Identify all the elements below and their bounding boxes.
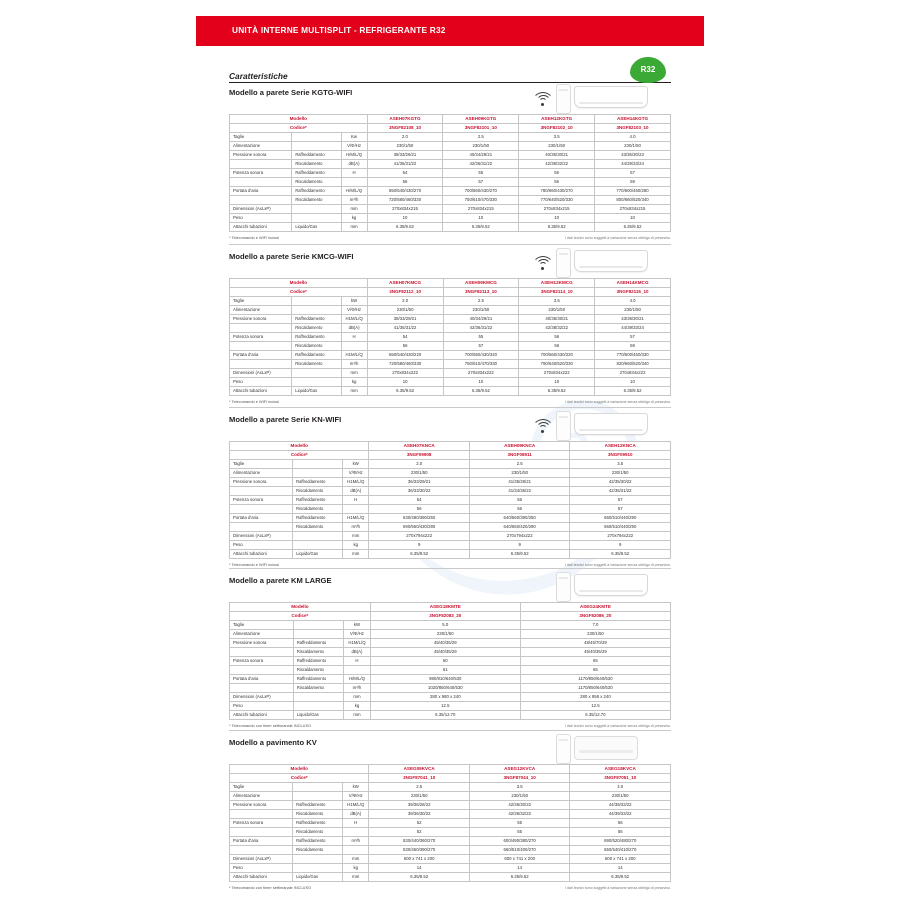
table-row: Riscaldamento 56 57 56 59 [230, 178, 671, 187]
page-title: UNITÀ INTERNE MULTISPLIT - REFRIGERANTE R32 [232, 25, 446, 35]
disclaimer-note: I dati tecnici sono soggetti a variazione senza obbligo di preavviso. [564, 400, 671, 404]
table-row: Riscaldamento dB(A) 45/40/35/29 45/40/35/29 [230, 648, 671, 657]
spec-table: Modello ASEH07KNCA ASEH09KNCA ASEH12KNCA Codice* 3NGF09908 3NGF08911 3NGF09910 Taglie kW 2.0 2.5 3.5 Alimentazione V/Φ/Hz 230/1/50 230/1/50 230/1/50 Pressione sonora Raffreddamento H1M/L/Q 36/33/29/21 41/35/28/21 42/35/30/22 Riscaldamento dB(A) 36/33/30/22 41/34/36/22 42/35/31/22 Potenza sonora Raffreddamento H 54 56 57 Riscaldamento 56 56 57 Portata d'aria Raffreddamento H1M/L/Q 630/490/390/250 640/560/390/250 660/510/440/290 Riscaldamento m³/h 690/560/430/290 640/650/420/290 660/510/440/290 Dimensioni (AxLxP) mm 270x794x222 270x794x222 270x794x222 Peso kg 9 9 9 Attacchi tubazioni Liquido/Gas mm 6.35/9.52 6.35/9.52 6.35/9.52 [229, 441, 671, 559]
table-row: Attacchi tubazioni Liquido/Gas mm 6.35/9.52 6.35/9.52 6.35/9.52 6.35/9.52 [230, 223, 671, 232]
section-title: Modello a pavimento KV [229, 738, 317, 747]
spec-table: Modello ASEH07KGTG ASEH09KGTG ASEH12KGTG ASEH14KGTG Codice* 3NGF82108_10 3NGF82101_10 3NGF82102_10 3NGF82103_10 Taglie Kw 2.0 2.5 3.5 4.0 Alimentazione V/Φ/Hz 230/1/50 230/1/50 230/1/50 230/1/50 Pressione sonora Raffreddamento H/M/L/Q 38/33/29/21 40/34/29/21 40/35/30/21 43/36/30/23 Riscaldamento dB(A) 41/35/31/22 42/36/31/22 42/38/32/22 44/39/33/24 Potenza sonora Raffreddamento H 54 55 56 57 Riscaldamento 56 57 56 59 Portata d'aria Raffreddamento H/M/L/Q 650/540/430/270 700/560/430/270 780/660/430/270 770/600/450/280 Riscaldamento m³/h 720/580/460/330 750/610/470/330 770/640/520/330 800/660/520/340 Dimensioni (AxLxP) mm 270x834x215 270x834x215 270x834x215 270x834x215 Peso kg 10 10 10 10 Attacchi tubazioni Liquido/Gas mm 6.35/9.52 6.35/9.52 6.35/9.52 6.35/9.52 [229, 114, 671, 232]
table-row: Pressione sonora Raffreddamento H1M/L/Q 38/33/29/21 40/34/29/21 40/35/30/21 43/36/30/21 [230, 315, 671, 324]
table-row: Attacchi tubazioni Liquido/Gas mm 6.35/9.52 6.35/9.52 6.35/9.52 [230, 550, 671, 559]
table-row: Portata d'aria Raffreddamento H1M/L/Q 630/490/390/250 640/560/390/250 660/510/440/290 [230, 514, 671, 523]
table-row: Potenza sonora Raffreddamento H 54 56 57 [230, 496, 671, 505]
table-row: Riscaldamento 52 55 56 [230, 828, 671, 837]
table-row: Riscaldamento 61 65 [230, 666, 671, 675]
wifi-icon [532, 417, 554, 433]
table-row: Portata d'aria Raffreddamento m³/h 530/440/360/270 600/490/380/270 690/520/480/270 [230, 837, 671, 846]
table-row: Taglie kW 2.5 3.5 4.0 [230, 783, 671, 792]
table-row: Peso kg 12.5 12.5 [230, 702, 671, 711]
remote-control-image [556, 572, 571, 602]
remote-control-image [556, 734, 571, 764]
page-header [196, 16, 704, 46]
section-footnote: * Telecomando con timer settimanale INCLUSO [229, 885, 312, 890]
table-row: Potenza sonora Raffreddamento H 54 55 56 57 [230, 169, 671, 178]
section-footnote: * Telecomando e WIFI inclusi [229, 399, 280, 404]
wifi-icon [532, 90, 554, 106]
table-row: Riscaldamento m³/h 720/580/460/330 750/610/470/330 790/640/520/330 820/660/520/340 [230, 360, 671, 369]
table-row: Riscaldamento m³/h 690/560/430/290 640/650/420/290 660/510/440/290 [230, 523, 671, 532]
table-row: Riscaldamento dB(A) 39/36/30/22 42/36/32/22 44/39/33/22 [230, 810, 671, 819]
table-row: Riscaldamento m³/h 1020/850/640/530 1170/850/640/530 [230, 684, 671, 693]
table-row: Taglie kW 2.0 2.5 3.5 [230, 460, 671, 469]
disclaimer-note: I dati tecnici sono soggetti a variazione senza obbligo di preavviso. [564, 236, 671, 240]
table-row: Potenza sonora Raffreddamento H 60 65 [230, 657, 671, 666]
table-row: Portata d'aria Raffreddamento H/M/L/Q 980/810/640/530 1170/850/640/530 [230, 675, 671, 684]
table-row: Potenza sonora Raffreddamento H 52 55 56 [230, 819, 671, 828]
table-row: Pressione sonora Raffreddamento H1M/L/Q 39/36/28/22 42/36/30/22 44/39/32/22 [230, 801, 671, 810]
table-row: Alimentazione V/Φ/Hz 230/1/50 230/1/50 230/1/50 230/1/50 [230, 306, 671, 315]
r32-badge [628, 57, 668, 83]
table-row: Riscaldamento 530/460/390/270 660/510/400/270 650/540/410/270 [230, 846, 671, 855]
table-row: Alimentazione V/Φ/Hz 230/1/50 230/1/50 230/1/50 230/1/50 [230, 142, 671, 151]
section-footnote: * Telecomando con timer settimanale INCLUSO [229, 723, 312, 728]
table-row: Riscaldamento dB(A) 41/35/31/22 42/36/31/22 42/38/32/22 44/39/33/24 [230, 160, 671, 169]
table-row: Taglie Kw 2.0 2.5 3.5 4.0 [230, 133, 671, 142]
table-row: Dimensioni (AxLxP) mm 600 x 741 x 200 600 x 741 x 200 600 x 741 x 200 [230, 855, 671, 864]
table-row: Alimentazione V/Φ/Hz 230/1/50 230/1/50 230/1/50 [230, 469, 671, 478]
table-row: Dimensioni (AxLxP) mm 270x794x222 270x794x222 270x794x222 [230, 532, 671, 541]
section-footnote: * Telecomando e WIFI inclusi [229, 562, 280, 567]
table-row: Attacchi tubazioni Liquido/Gas mm 6.35/9.52 6.35/9.52 6.35/9.52 6.35/9.52 [230, 387, 671, 396]
disclaimer-note: I dati tecnici sono soggetti a variazione senza obbligo di preavviso. [564, 724, 671, 728]
table-row: Potenza sonora Raffreddamento H 54 55 56 57 [230, 333, 671, 342]
remote-control-image [556, 84, 571, 114]
table-row: Riscaldamento dB(A) 36/33/30/22 41/34/36/22 42/35/31/22 [230, 487, 671, 496]
table-row: Riscaldamento m³/h 720/580/460/330 750/610/470/330 770/640/520/330 800/660/520/340 [230, 196, 671, 205]
wall-unit-image [574, 250, 648, 272]
disclaimer-note: I dati tecnici sono soggetti a variazione senza obbligo di preavviso. [564, 563, 671, 567]
table-row: Pressione sonora Raffreddamento H1M/L/Q 36/33/29/21 41/35/28/21 42/35/30/22 [230, 478, 671, 487]
table-row: Alimentazione V/Φ/Hz 230/1/50 230/1/50 230/1/50 [230, 792, 671, 801]
wall-unit-image [574, 413, 648, 435]
table-row: Alimentazione V/Φ/Hz 230/1/50 230/1/50 [230, 630, 671, 639]
table-row: Pressione sonora Raffreddamento H1M/L/Q 45/40/35/29 48/45/70/29 [230, 639, 671, 648]
table-row: Riscaldamento dB(A) 41/35/31/22 42/36/31/22 42/38/32/22 44/39/33/24 [230, 324, 671, 333]
section-title: Modello a parete Serie KMCG-WIFI [229, 252, 354, 261]
table-row: Peso kg 9 9 9 [230, 541, 671, 550]
section-divider [229, 244, 671, 245]
table-row: Dimensioni (AxLxP) mm 280 x 980 x 240 280 x 958 x 240 [230, 693, 671, 702]
table-row: Pressione sonora Raffreddamento H/M/L/Q 38/33/29/21 40/34/29/21 40/35/30/21 43/36/30/23 [230, 151, 671, 160]
remote-control-image [556, 248, 571, 278]
disclaimer-note: I dati tecnici sono soggetti a variazione senza obbligo di preavviso. [564, 886, 671, 890]
table-row: Riscaldamento 56 57 56 59 [230, 342, 671, 351]
floor-unit-image [574, 736, 638, 760]
table-row: Portata d'aria Raffreddamento H/M/L/Q 650/540/430/270 700/560/430/270 780/660/430/270 770/600/450/280 [230, 187, 671, 196]
section-divider [229, 407, 671, 408]
table-row: Peso kg 10 10 10 10 [230, 378, 671, 387]
section-title: Modello a parete Serie KGTG-WIFI [229, 88, 353, 97]
table-row: Portata d'aria Raffreddamento H1M/L/Q 650/540/430/220 700/560/430/320 700/560/430/320 770/600/450/330 [230, 351, 671, 360]
caratteristiche-title: Caratteristiche [229, 71, 288, 81]
spec-table: Modello ASEG18KMTE ASEG24KMTE Codice* 3NGF82083_20 3NGF82086_20 Taglie kW 5.0 7.0 Alimentazione V/Φ/Hz 230/1/50 230/1/50 Pressione sonora Raffreddamento H1M/L/Q 45/40/35/29 48/45/70/29 Riscaldamento dB(A) 45/40/35/29 45/40/35/29 Potenza sonora Raffreddamento H 60 65 Riscaldamento 61 65 Portata d'aria Raffreddamento H/M/L/Q 980/810/640/530 1170/850/640/530 Riscaldamento m³/h 1020/850/640/530 1170/850/640/530 Dimensioni (AxLxP) mm 280 x 980 x 240 280 x 958 x 240 Peso kg 12.5 12.5 Attacchi tubazioni Liquido/Gas mm 6.35/12.70 6.35/12.70 [229, 602, 671, 720]
remote-control-image [556, 411, 571, 441]
table-row: Peso kg 10 10 10 10 [230, 214, 671, 223]
section-footnote: * Telecomando e WIFI inclusi [229, 235, 280, 240]
section-title: Modello a parete Serie KN-WIFI [229, 415, 342, 424]
table-row: Taglie kW 5.0 7.0 [230, 621, 671, 630]
table-row: Dimensioni (AxLxP) mm 270x834x222 270x834x222 270x834x222 270x834x222 [230, 369, 671, 378]
table-row: Dimensioni (AxLxP) mm 270x834x215 270x834x215 270x834x215 270x834x215 [230, 205, 671, 214]
section-divider [229, 730, 671, 731]
spec-table: Modello ASEH07KMCG ASEH09KMCG ASEH12KMCG ASEH14KMCG Codice* 3NGF82112_10 3NGF82113_10 3NGF82114_10 3NGF82115_10 Taglie kW 2.0 2.5 3.5 4.0 Alimentazione V/Φ/Hz 230/1/50 230/1/50 230/1/50 230/1/50 Pressione sonora Raffreddamento H1M/L/Q 38/33/29/21 40/34/29/21 40/35/30/21 43/36/30/21 Riscaldamento dB(A) 41/35/31/22 42/36/31/22 42/38/32/22 44/39/33/24 Potenza sonora Raffreddamento H 54 55 56 57 Riscaldamento 56 57 56 59 Portata d'aria Raffreddamento H1M/L/Q 650/540/430/220 700/560/430/320 700/560/430/320 770/600/450/330 Riscaldamento m³/h 720/580/460/330 750/610/470/330 790/640/520/330 820/660/520/340 Dimensioni (AxLxP) mm 270x834x222 270x834x222 270x834x222 270x834x222 Peso kg 10 10 10 10 Attacchi tubazioni Liquido/Gas mm 6.35/9.52 6.35/9.52 6.35/9.52 6.35/9.52 [229, 278, 671, 396]
table-row: Attacchi tubazioni Liquido/Gas mm 6.35/12.70 6.35/12.70 [230, 711, 671, 720]
wall-unit-image [574, 86, 648, 108]
wall-unit-image [574, 574, 648, 596]
caratteristiche-rule [229, 82, 671, 83]
spec-table: Modello ASEG09KVCA ASEG12KVCA ASEG18KVCA Codice* 3NGF87041_10 3NGF87044_10 3NGF87051_10 Taglie kW 2.5 3.5 4.0 Alimentazione V/Φ/Hz 230/1/50 230/1/50 230/1/50 Pressione sonora Raffreddamento H1M/L/Q 39/36/28/22 42/36/30/22 44/39/32/22 Riscaldamento dB(A) 39/36/30/22 42/36/32/22 44/39/33/22 Potenza sonora Raffreddamento H 52 55 56 Riscaldamento 52 55 56 Portata d'aria Raffreddamento m³/h 530/440/360/270 600/490/380/270 690/520/480/270 Riscaldamento 530/460/390/270 660/510/400/270 650/540/410/270 Dimensioni (AxLxP) mm 600 x 741 x 200 600 x 741 x 200 600 x 741 x 200 Peso kg 14 14 14 Attacchi tubazioni Liquido/Gas mm 6.35/9.52 6.35/9.52 6.35/9.52 [229, 764, 671, 882]
table-row: Peso kg 14 14 14 [230, 864, 671, 873]
r32-badge-label: R32 [640, 65, 656, 74]
table-row: Riscaldamento 56 56 57 [230, 505, 671, 514]
wifi-icon [532, 254, 554, 270]
table-row: Taglie kW 2.0 2.5 3.5 4.0 [230, 297, 671, 306]
section-divider [229, 568, 671, 569]
table-row: Attacchi tubazioni Liquido/Gas mm 6.35/9.52 6.35/9.52 6.35/9.52 [230, 873, 671, 882]
section-title: Modello a parete KM LARGE [229, 576, 332, 585]
